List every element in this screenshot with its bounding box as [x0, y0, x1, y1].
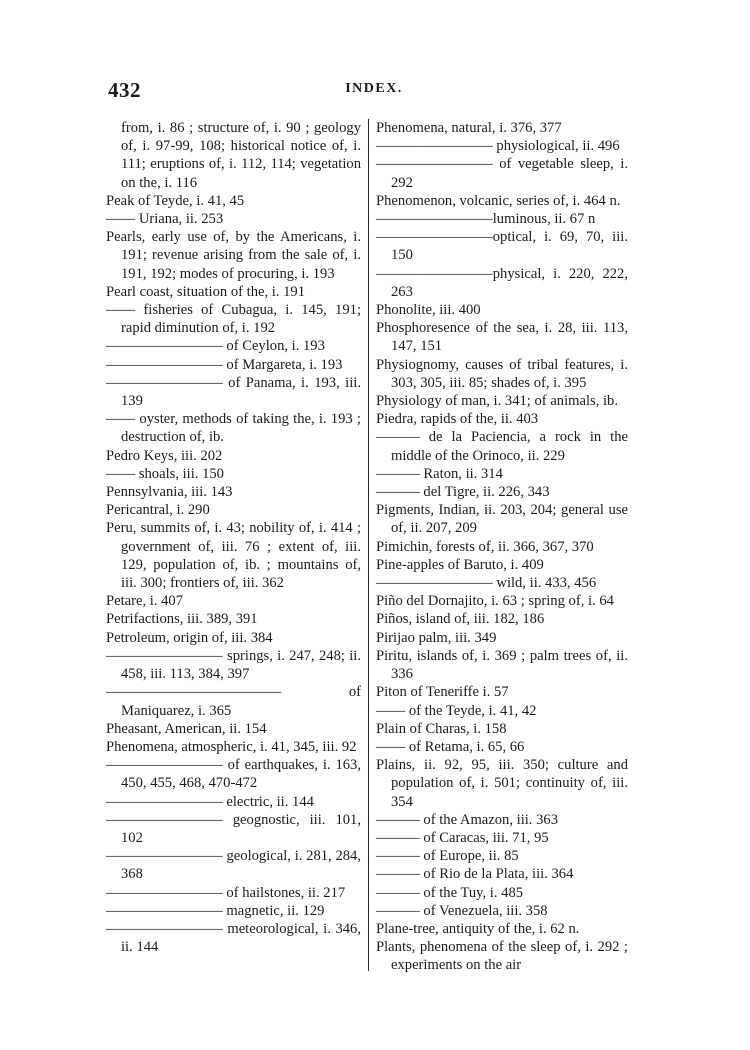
index-entry: Pigments, Indian, ii. 203, 204; general use of, ii. 207, 209	[376, 502, 628, 537]
index-entry: —— of Retama, i. 65, 66	[376, 738, 525, 755]
index-entry: Pearl coast, situation of the, i. 191	[106, 283, 306, 300]
index-entry: —— shoals, iii. 150	[106, 465, 224, 482]
page-number: 432	[108, 78, 141, 102]
index-entry: Pericantral, i. 290	[106, 502, 210, 519]
index-entry: Pedro Keys, iii. 202	[106, 447, 223, 464]
index-entry: Pearls, early use of, by the Americans, i. 191; revenue arising from the sale of, i. 191, 192; modes of procuring, i. 193	[106, 229, 361, 282]
index-entry: ————————physical, i. 220, 222, 263	[376, 265, 628, 300]
index-entry: Pirijao palm, iii. 349	[376, 629, 497, 646]
index-entry: ——— of Rio de la Plata, iii. 364	[376, 866, 574, 883]
index-entry: ———————— of Margareta, i. 193	[106, 356, 343, 373]
index-entry: ———————— electric, ii. 144	[106, 793, 314, 810]
index-entry: ———————— of earthquakes, i. 163, 450, 455, 468, 470-472	[106, 757, 361, 792]
index-entry: ——— de la Paciencia, a rock in the middle of the Orinoco, ii. 229	[376, 429, 628, 464]
index-entry: ————————optical, i. 69, 70, iii. 150	[376, 229, 628, 264]
index-entry: ——— of Venezuela, iii. 358	[376, 902, 548, 919]
index-entry: ———————— of Ceylon, i. 193	[106, 338, 325, 355]
page-header	[108, 78, 640, 102]
right-column	[376, 119, 628, 975]
index-entry: Pimichin, forests of, ii. 366, 367, 370	[376, 538, 594, 555]
index-entry: —— oyster, methods of taking the, i. 193 ; destruction of, ib.	[106, 411, 361, 446]
index-entry: Peru, summits of, i. 43; nobility of, i. 414 ; government of, iii. 76 ; extent of, iii. 129, population of, ib. ; mountains of, iii. 300; frontiers of, iii. 362	[106, 520, 361, 592]
index-entry: Phenomena, natural, i. 376, 377	[376, 120, 562, 136]
running-head: INDEX.	[345, 81, 403, 96]
index-entry: ———————— geological, i. 281, 284, 368	[106, 848, 361, 883]
index-entry: ———————— of vegetable sleep, i. 292	[376, 156, 628, 191]
index-entry: —— fisheries of Cubagua, i. 145, 191; rapid diminution of, i. 192	[106, 302, 361, 337]
column-divider	[368, 119, 369, 971]
index-entry: Pennsylvania, iii. 143	[106, 484, 233, 501]
index-entry: Phenomena, atmospheric, i. 41, 345, iii. 92	[106, 738, 357, 755]
index-entry: Plants, phenomena of the sleep of, i. 292 ; experiments on the air	[376, 939, 628, 974]
index-entry: ———————— springs, i. 247, 248; ii. 458, iii. 113, 384, 397	[106, 647, 361, 683]
left-column	[106, 119, 361, 956]
index-entry: —— of the Teyde, i. 41, 42	[376, 702, 537, 719]
index-entry: Petroleum, origin of, iii. 384	[106, 629, 273, 646]
index-entry: ———————— of Panama, i. 193, iii. 139	[106, 374, 361, 410]
index-entry: ————————luminous, ii. 67 n	[376, 211, 596, 228]
index-entry: Physiology of man, i. 341; of animals, ib.	[376, 393, 619, 410]
index-entry: Piritu, islands of, i. 369 ; palm trees of, ii. 336	[376, 647, 628, 683]
index-entry: Phenomenon, volcanic, series of, i. 464 n.	[376, 192, 621, 209]
index-entry: ———————— wild, ii. 433, 456	[376, 575, 597, 592]
index-entry: Piton of Teneriffe i. 57	[376, 684, 509, 701]
index-entry: Petrifactions, iii. 389, 391	[106, 611, 258, 628]
index-entry: Peak of Teyde, i. 41, 45	[106, 192, 245, 209]
index-entry: ———————— magnetic, ii. 129	[106, 902, 325, 919]
index-entry: Petare, i. 407	[106, 593, 184, 610]
index-entry: Phosphoresence of the sea, i. 28, iii. 113, 147, 151	[376, 320, 628, 355]
index-entry: from, i. 86 ; structure of, i. 90 ; geology of, i. 97-99, 108; historical notice of, i. 111; eruptions of, i. 112, 114; vegetation on the, i. 116	[121, 120, 361, 191]
index-entry: ——— of the Amazon, iii. 363	[376, 811, 558, 828]
index-entry: Piño del Dornajito, i. 63 ; spring of, i. 64	[376, 593, 614, 610]
index-entry: ——— of Europe, ii. 85	[376, 848, 519, 865]
index-entry: ——— of Caracas, iii. 71, 95	[376, 829, 549, 846]
index-entry: ———————————— of Maniquarez, i. 365	[106, 684, 361, 719]
index-entry: Plain of Charas, i. 158	[376, 720, 507, 737]
index-entry: ———————— geognostic, iii. 101, 102	[106, 811, 361, 846]
index-entry: Plane-tree, antiquity of the, i. 62 n.	[376, 920, 580, 937]
index-entry: Phonolite, iii. 400	[376, 302, 481, 319]
index-entry: Plains, ii. 92, 95, iii. 350; culture and population of, i. 501; continuity of, iii. 354	[376, 757, 628, 810]
index-entry: Piedra, rapids of the, ii. 403	[376, 411, 539, 428]
index-entry: ———————— meteorological, i. 346, ii. 144	[106, 920, 361, 956]
index-entry: Pheasant, American, ii. 154	[106, 720, 267, 737]
index-entry: ———————— physiological, ii. 496	[376, 138, 620, 155]
index-entry: ———————— of hailstones, ii. 217	[106, 884, 346, 901]
index-entry: ——— Raton, ii. 314	[376, 465, 503, 482]
index-entry: Physiognomy, causes of tribal features, i. 303, 305, iii. 85; shades of, i. 395	[376, 356, 628, 391]
index-entry: ——— del Tigre, ii. 226, 343	[376, 484, 550, 501]
index-entry: Piños, island of, iii. 182, 186	[376, 611, 545, 628]
index-entry: Pine-apples of Baruto, i. 409	[376, 556, 544, 573]
index-entry: ——— of the Tuy, i. 485	[376, 884, 524, 901]
index-entry: —— Uriana, ii. 253	[106, 211, 224, 228]
